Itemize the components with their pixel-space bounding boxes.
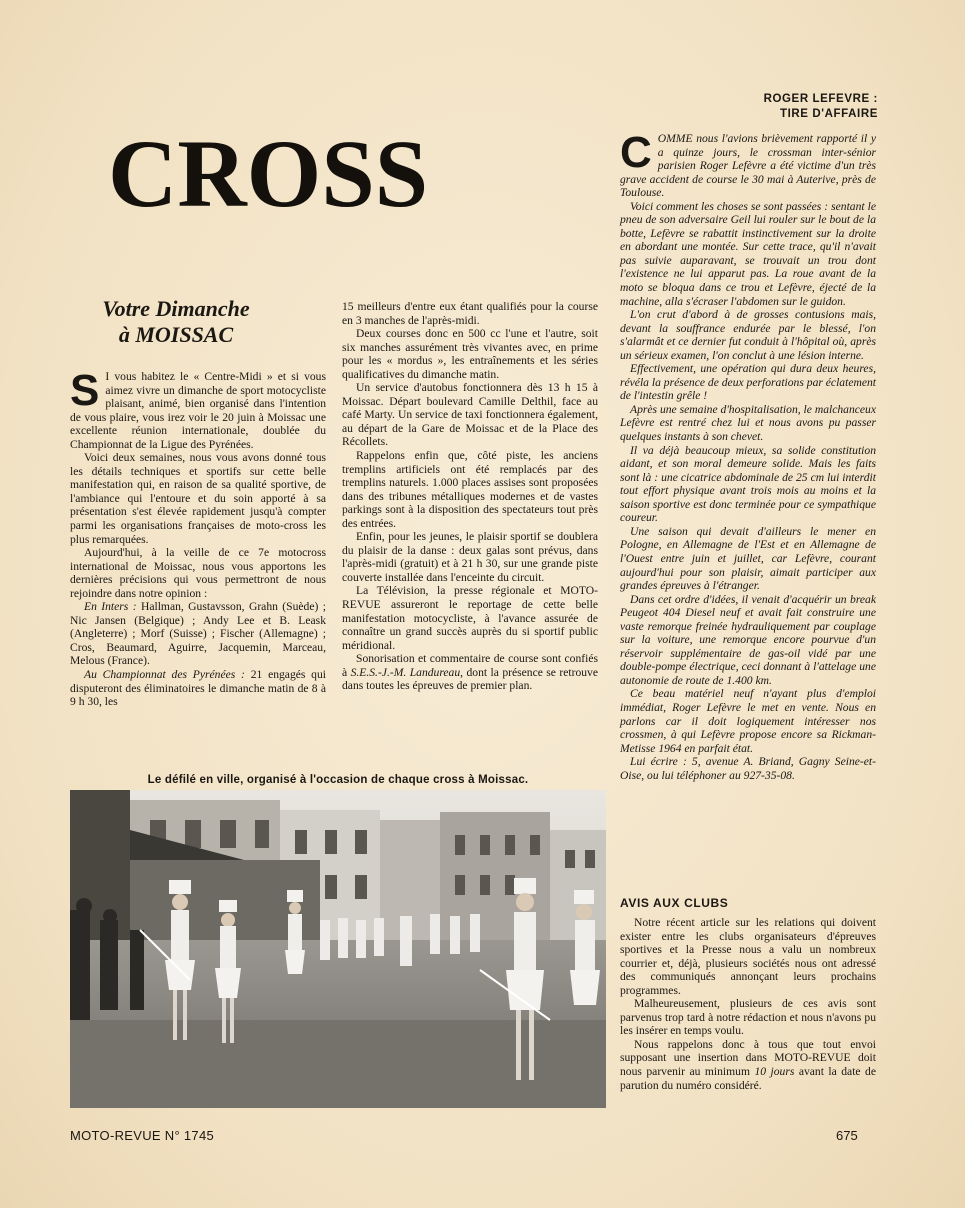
paragraph: Aujourd'hui, à la veille de ce 7e motocross international de Moissac, nous vous apportons les dernières précisions qui vous permettront de nous rejoindre dans notre opinion : xyxy=(70,546,326,600)
paragraph: Une saison qui devait d'ailleurs le mener en Pologne, en Allemagne de l'Est et en Allemagne de l'Ouest entre juin et juillet, car Lefèvre, courant aujourd'hui pour son plaisir, aimait participer aux grandes épreuves à l'étranger. xyxy=(620,524,876,593)
paragraph xyxy=(70,366,326,451)
paragraph-label: Au Championnat des Pyrénées : xyxy=(84,668,245,682)
paragraph xyxy=(620,1038,876,1092)
title-text: CROSS xyxy=(108,120,429,227)
paragraph: Il va déjà beaucoup mieux, sa solide constitution aidant, et son moral demeure solide. Mais les faits sont là : une cicatrice abdominale de 25 cm lui interdit tout effort physique avant trois mois au moins et la saison sportive est donc terminée pour ce sympathique coureur. xyxy=(620,443,876,525)
paragraph xyxy=(70,600,326,668)
sidebar-article-heading xyxy=(700,92,878,122)
paragraph-label: En Inters : xyxy=(84,600,137,614)
article-column-3 xyxy=(620,128,876,782)
paragraph xyxy=(342,652,598,693)
paragraph: 15 meilleurs d'entre eux étant qualifiés pour la course en 3 manches de l'après-midi. xyxy=(342,300,598,327)
paragraph-text: Sonorisation et commentaire de course sont confiés à xyxy=(342,652,598,679)
footer-publication: MOTO-REVUE N° 1745 xyxy=(70,1128,215,1143)
subtitle-line2: à MOISSAC xyxy=(118,322,234,347)
paragraph: L'on crut d'abord à de grosses contusions mais, devant la souffrance endurée par le blessé, l'on s'alarmât et ce dernier fut conduit à l'hôpital où, après un sérieux examen, l'on conclut à une lésion interne. xyxy=(620,308,876,362)
paragraph xyxy=(620,128,876,200)
subtitle-line1: Votre Dimanche xyxy=(102,296,250,321)
paragraph: Voici deux semaines, nous vous avons donné tous les détails techniques et sportifs sur cette belle manifestation qui, en raison de sa qualité sportive, de l'ambiance qui l'entoure et du soin apporté à sa présentation s'est élevée rapidement jusqu'à compter parmi les organisations françaises de moto-cross les plus remarquées. xyxy=(70,451,326,546)
paragraph-text: I vous habitez le « Centre-Midi » et si vous aimez vivre un dimanche de sport motocycliste plaisant, animé, bien organisé dans l'intention de vous plaire, vous irez voir le 20 juin à Moissac une excellente réunion internationale, doublée du Championnat de la Ligue des Pyrénées. xyxy=(70,370,326,451)
parade-photo xyxy=(70,790,606,1108)
page-title xyxy=(104,108,484,238)
paragraph: Après une semaine d'hospitalisation, le malchanceux Lefèvre est rentré chez lui et nous avons pu passer quelques instants à son chevet. xyxy=(620,402,876,444)
paragraph-text: dont la présence se retrouve dans toutes les épreuves de premier plan. xyxy=(342,665,598,693)
paragraph: Malheureusement, plusieurs de ces avis sont parvenus trop tard à notre rédaction et nous n'avons pu les insérer en temps voulu. xyxy=(620,997,876,1038)
paragraph: Un service d'autobus fonctionnera dès 13 h 15 à Moissac. Départ boulevard Camille Delthil, face au café Marty. Un service de taxi fonctionnera également, au départ de la Gare de Moissac et de la Place des Récollets. xyxy=(342,381,598,449)
paragraph: Effectivement, une opération qui dura deux heures, révéla la présence de deux perforations par éclatement de l'intestin grêle ! xyxy=(620,362,876,403)
drop-cap: S xyxy=(70,366,100,415)
paragraph: Deux courses donc en 500 cc l'une et l'autre, soit six manches assurément très vivantes avec, en prime pour les « mordus », les entraînements et les séries qualificatives du dimanche matin. xyxy=(342,327,598,381)
article-column-2 xyxy=(342,300,598,693)
paragraph: Ce beau matériel neuf n'ayant plus d'emploi immédiat, Roger Lefèvre le met en vente. Nous en parlons car il doit logiquement intéresser nos crossmen, à qui Lefèvre propose encore sa Rickman-Metisse 1964 en parfait état. xyxy=(620,687,876,755)
article-column-1 xyxy=(70,366,326,709)
paragraph: Notre récent article sur les relations qui doivent exister entre les clubs organisateurs d'épreuves sportives et la Presse nous a valu un nombreux courrier et, déjà, plusieurs sociétés nous ont adressé des communiqués annonçant leurs prochains programmes. xyxy=(620,916,876,997)
paragraph-text: Nous rappelons donc à tous que tout envoi supposant une insertion dans MOTO-REVUE doit nous parvenir au minimum xyxy=(620,1037,876,1079)
paragraph: La Télévision, la presse régionale et MOTO-REVUE assureront le reportage de cette belle manifestation motocycliste, à l'avance assurée de connaître un grand succès auprès du si sportif public méridional. xyxy=(342,584,598,652)
paragraph-text: OMME nous l'avions brièvement rapporté il y a quinze jours, le crossman inter-sénior parisien Roger Lefèvre a été victime d'un très grave accident de course le 30 mai à Auterive, près de Toulouse. xyxy=(620,132,876,200)
paragraph-emphasis: 10 jours xyxy=(754,1065,795,1079)
paragraph: Enfin, pour les jeunes, le plaisir sportif se doublera du plaisir de la danse : deux galas sont prévus, dans l'après-midi (gratuit) et à 21 h 30, sur une grande piste couverte installée dans l'enceinte du circuit. xyxy=(342,530,598,584)
paragraph: Lui écrire : 5, avenue A. Briand, Gagny Seine-et-Oise, ou lui téléphoner au 927-35-08. xyxy=(620,755,876,782)
paragraph-text: avant la date de parution du numéro considéré. xyxy=(620,1065,876,1092)
heading-line2: TIRE D'AFFAIRE xyxy=(779,108,878,120)
parade-photo-image xyxy=(70,790,606,1108)
notice-column xyxy=(620,916,876,1092)
title-lettering xyxy=(104,108,484,238)
heading-line1: ROGER LEFEVRE : xyxy=(763,93,878,105)
drop-cap: C xyxy=(620,128,652,177)
paragraph: Rappelons enfin que, côté piste, les anciens tremplins artificiels ont été remplacés par des tremplins naturels. 1.000 places assises sont proposées dans des tribunes métalliques modernes et de vastes parkings sont à la disposition des spectateurs tout près des entrées. xyxy=(342,449,598,530)
paragraph: Dans cet ordre d'idées, il venait d'acquérir un break Peugeot 404 Diesel neuf et avait fait construire une vaste remorque freinée hydrauliquement par couplage sur la voiture, une remorque encore pourvue d'un réservoir supplémentaire de gas-oil vidé par une double-pompe électrique, ceci donnant à l'attelage une autonomie de route de 1.400 km. xyxy=(620,592,876,687)
paragraph-emphasis: S.E.S.-J.-M. Landureau, xyxy=(350,665,464,679)
page-number: 675 xyxy=(836,1128,858,1143)
paragraph-text: 21 engagés qui disputeront des éliminatoires le dimanche matin de 8 à 9 h 30, les xyxy=(70,668,326,709)
paragraph: Voici comment les choses se sont passées : sentant le pneu de son adversaire Geil lui rouler sur le bout de la botte, Lefèvre se rabattit instinctivement sur la droite en abordant une montée. Sur cette trace, qu'il n'avait pas suivie auparavant, se trouvait un trou dont l'existence ne lui apparut pas. La roue avant de la moto se bloqua dans ce trou et Lefèvre, éjecté de la machine, alla s'écraser l'abdomen sur le guidon. xyxy=(620,199,876,308)
article-subtitle xyxy=(70,296,282,348)
paragraph xyxy=(70,668,326,709)
photo-caption: Le défilé en ville, organisé à l'occasion de chaque cross à Moissac. xyxy=(147,774,529,786)
paragraph-text: Hallman, Gustavsson, Grahn (Suède) ; Nic Jansen (Belgique) ; Andy Lee et B. Leask (Angleterre) ; Morf (Suisse) ; Fischer (Allemagne) ; Cros, Beaumard, Aguirre, Jacquemin, Marceau, Melous (France). xyxy=(70,600,326,668)
notice-heading: AVIS AUX CLUBS xyxy=(620,896,729,910)
